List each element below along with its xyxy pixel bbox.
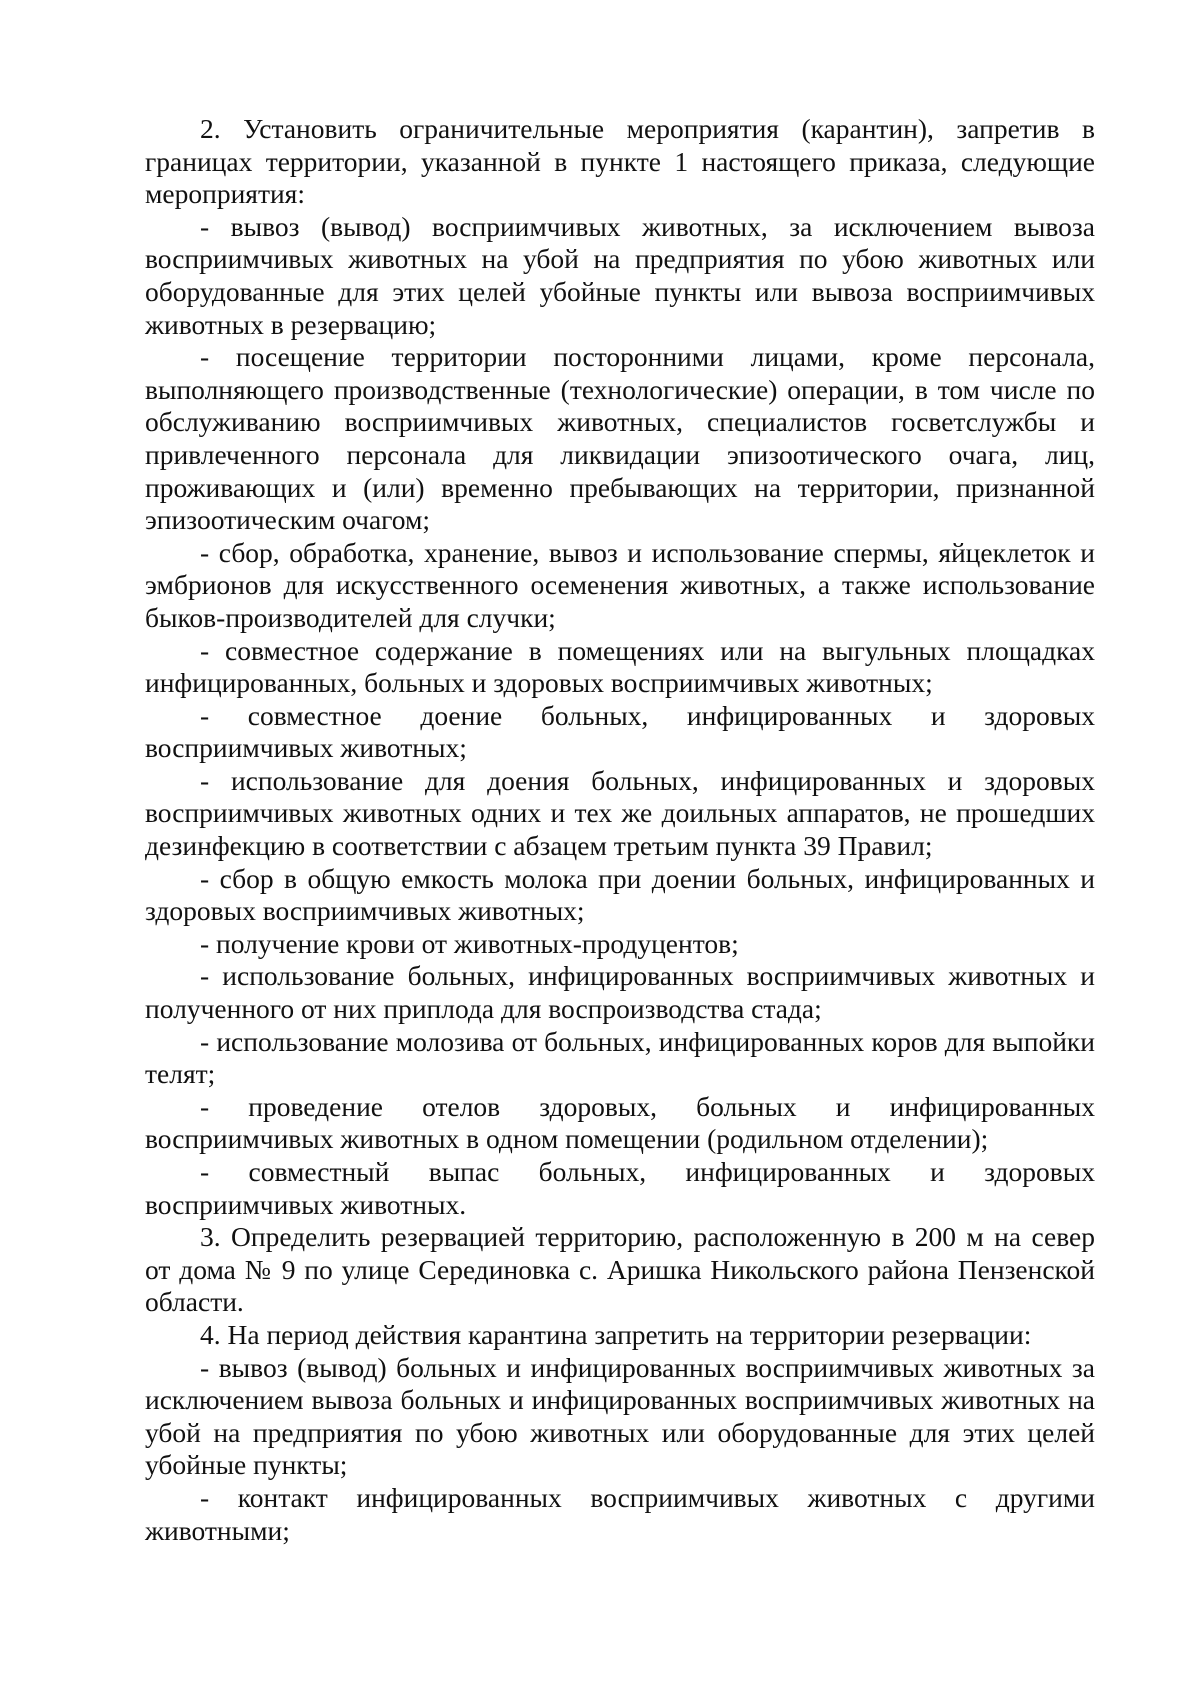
- paragraph-item-3-reservation: 3. Определить резервацией территорию, расположенную в 200 м на север от дома № 9 по улице Серединовка с. Аришка Никольского района Пензенской области.: [145, 1221, 1095, 1318]
- document-body: [145, 113, 1095, 1547]
- paragraph-reservation-export: - вывоз (вывод) больных и инфицированных восприимчивых животных за исключением вывоза больных и инфицированных восприимчивых животных на убой на предприятия по убою животных или оборудованные для этих целей убойные пункты;: [145, 1351, 1095, 1481]
- paragraph-sperm-embryos: - сбор, обработка, хранение, вывоз и использование спермы, яйцеклеток и эмбрионов для искусственного осеменения животных, а также использование быков-производителей для случки;: [145, 536, 1095, 633]
- paragraph-export-animals: - вывоз (вывод) восприимчивых животных, за исключением вывоза восприимчивых животных на убой на предприятия по убою животных или оборудованные для этих целей убойные пункты или вывоза восприимчивых животных в резервацию;: [145, 210, 1095, 340]
- paragraph-territory-visits: - посещение территории посторонними лицами, кроме персонала, выполняющего производственные (технологические) операции, в том числе по обслуживанию восприимчивых животных, специалистов госветслужбы и привлеченного персонала для ликвидации эпизоотического очага, лиц, проживающих и (или) временно пребывающих на территории, признанной эпизоотическим очагом;: [145, 341, 1095, 536]
- paragraph-milk-collection: - сбор в общую емкость молока при доении больных, инфицированных и здоровых восприимчивых животных;: [145, 862, 1095, 927]
- paragraph-joint-milking: - совместное доение больных, инфицированных и здоровых восприимчивых животных;: [145, 699, 1095, 764]
- paragraph-item-2-restrictions: 2. Установить ограничительные мероприятия (карантин), запретив в границах территории, указанной в пункте 1 настоящего приказа, следующие мероприятия:: [145, 113, 1095, 210]
- paragraph-joint-keeping: - совместное содержание в помещениях или на выгульных площадках инфицированных, больных и здоровых восприимчивых животных;: [145, 634, 1095, 699]
- paragraph-calving: - проведение отелов здоровых, больных и инфицированных восприимчивых животных в одном помещении (родильном отделении);: [145, 1090, 1095, 1155]
- paragraph-reproduction: - использование больных, инфицированных восприимчивых животных и полученного от них приплода для воспроизводства стада;: [145, 960, 1095, 1025]
- paragraph-grazing: - совместный выпас больных, инфицированных и здоровых восприимчивых животных.: [145, 1156, 1095, 1220]
- paragraph-item-4-quarantine: 4. На период действия карантина запретить на территории резервации:: [200, 1318, 1032, 1350]
- paragraph-contact: - контакт инфицированных восприимчивых животных с другими животными;: [145, 1481, 1095, 1546]
- paragraph-milking-equipment: - использование для доения больных, инфицированных и здоровых восприимчивых животных одних и тех же доильных аппаратов, не прошедших дезинфекцию в соответствии с абзацем третьим пункта 39 Правил;: [145, 764, 1095, 862]
- paragraph-colostrum: - использование молозива от больных, инфицированных коров для выпойки телят;: [145, 1025, 1095, 1090]
- paragraph-blood-collection: - получение крови от животных-продуцентов;: [200, 927, 739, 959]
